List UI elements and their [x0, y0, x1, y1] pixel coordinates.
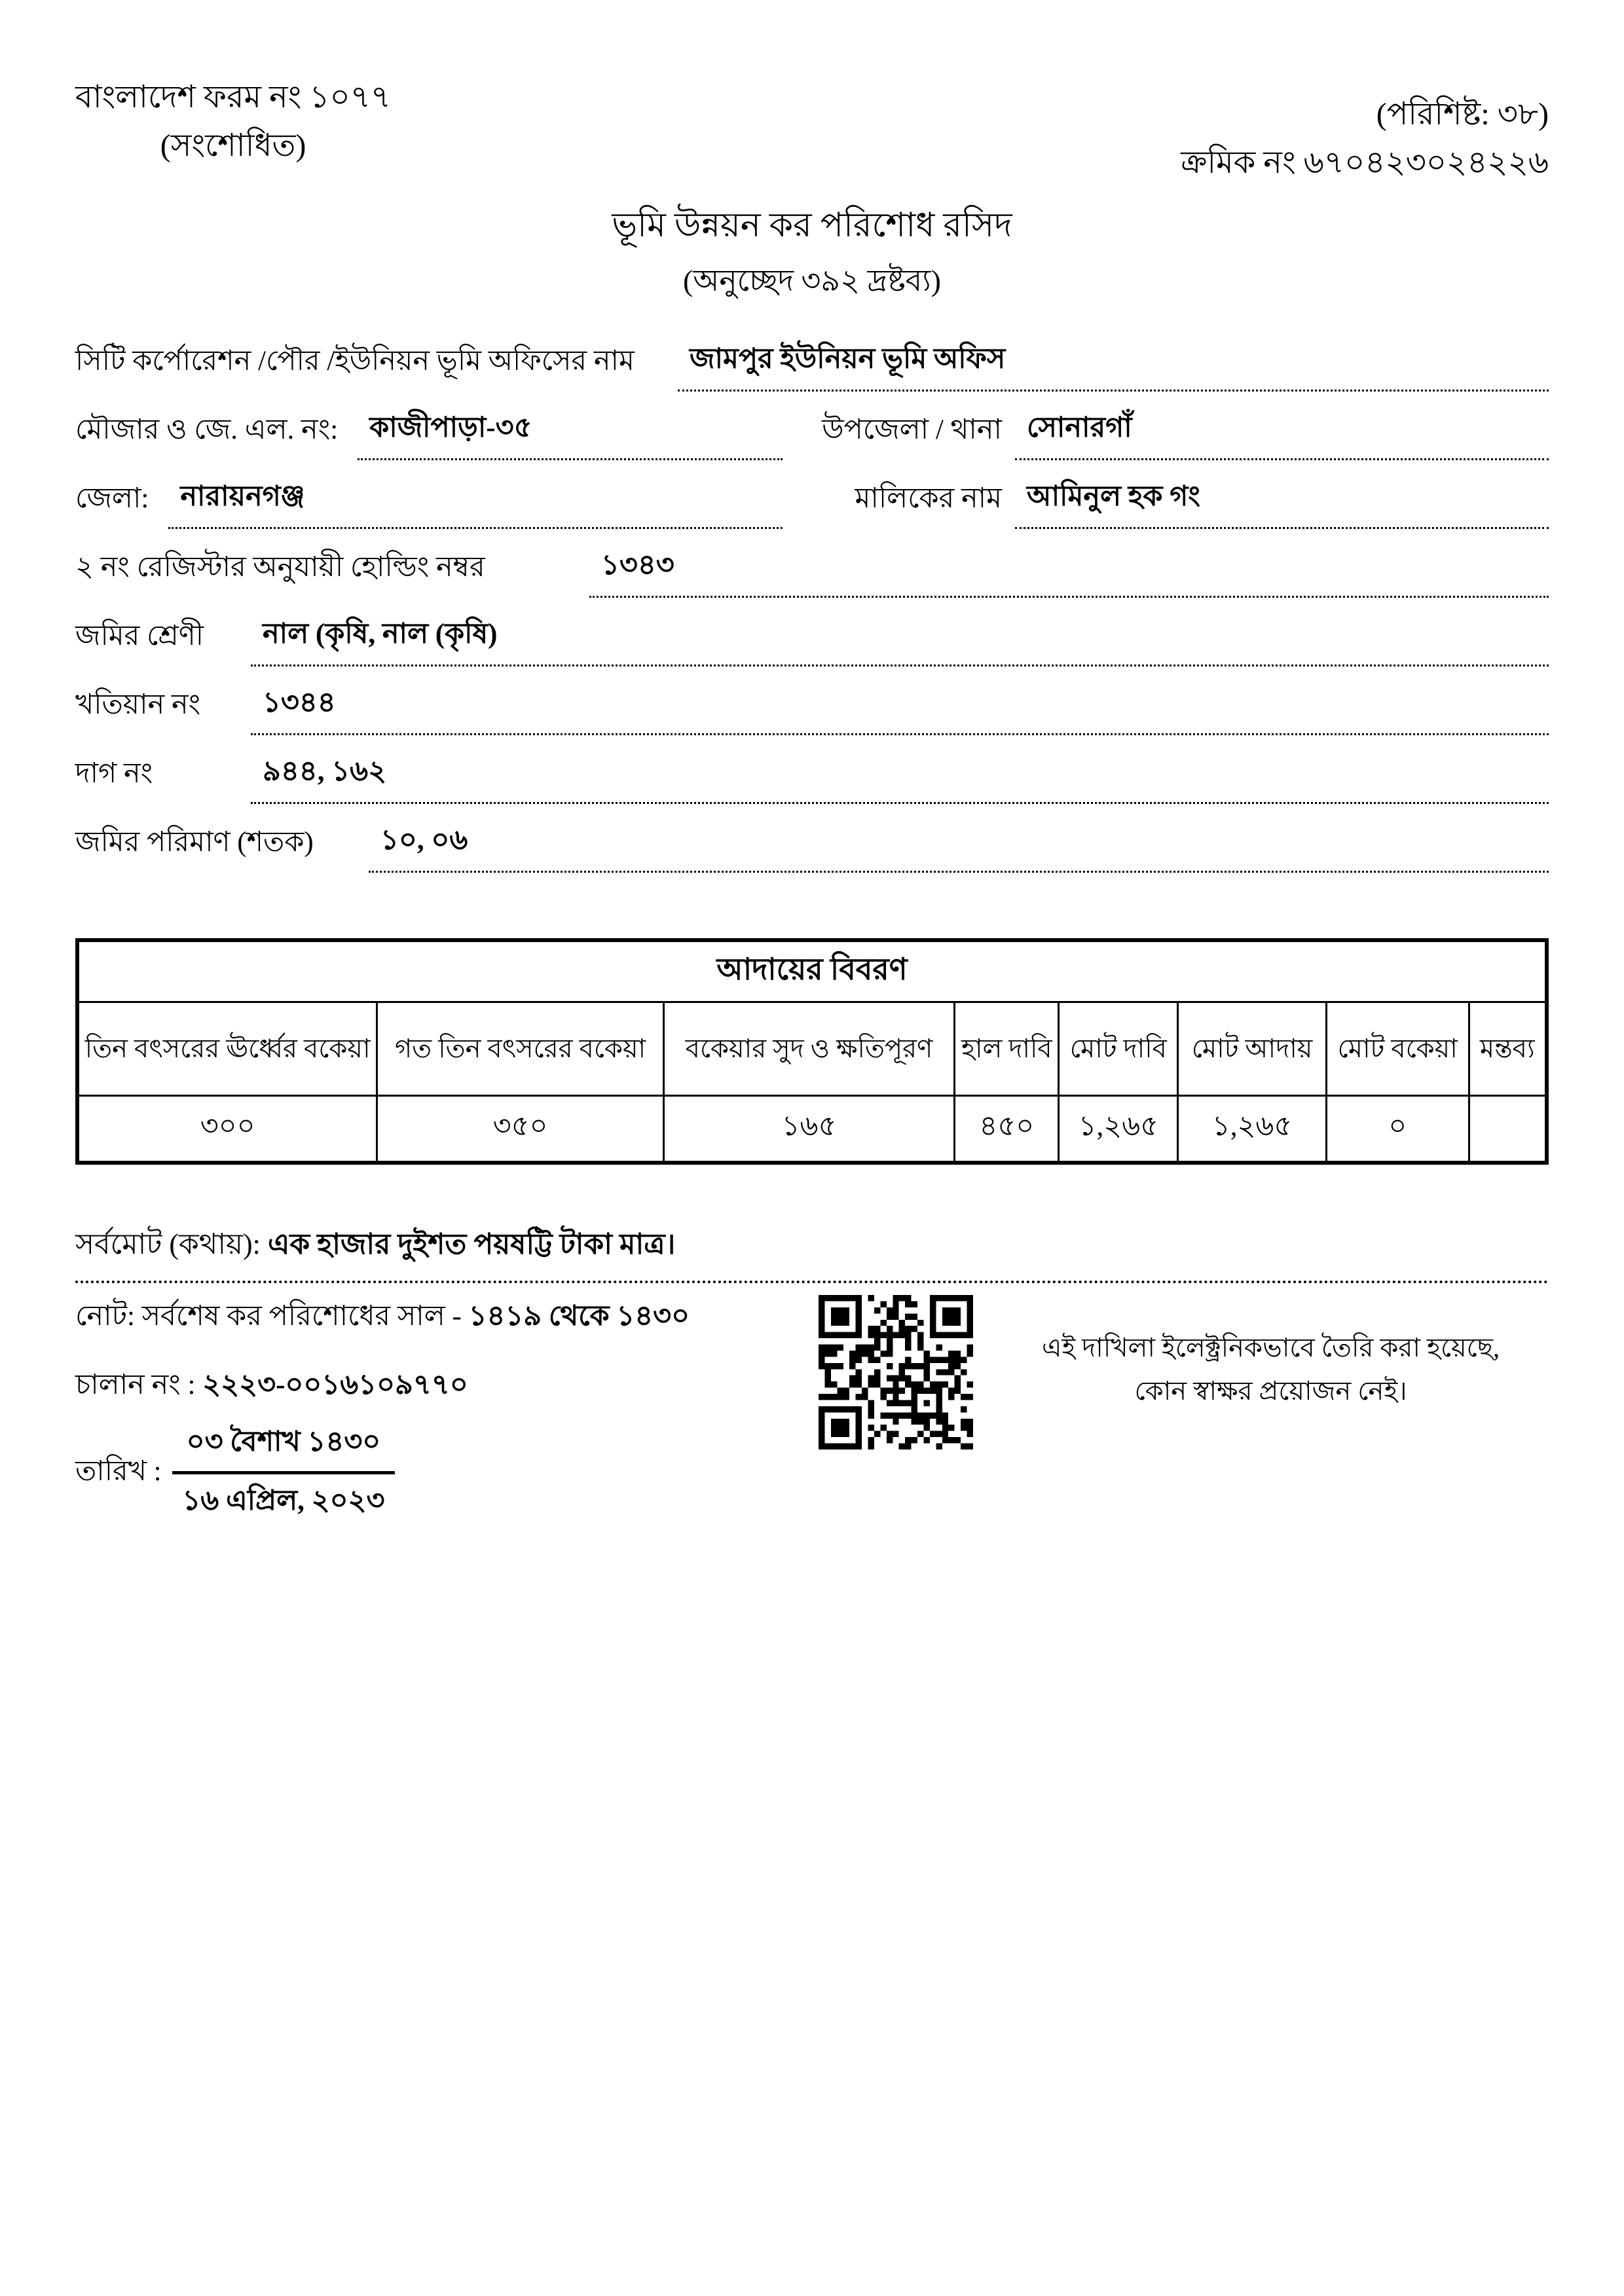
khatian-value: ১৩৪৪ — [251, 682, 1549, 735]
owner-value: আমিনুল হক গং — [1015, 475, 1549, 529]
last-paid-year-value: ১৪১৯ থেকে ১৪৩০ — [468, 1300, 690, 1332]
area-value: ১০, ০৬ — [369, 819, 1549, 873]
table-title: আদায়ের বিবরণ — [77, 940, 1547, 1002]
form-amended: (সংশোধিত) — [160, 128, 306, 164]
cell-interest-compensation: ১৬৫ — [663, 1095, 954, 1163]
table-header-row — [77, 1002, 1547, 1095]
holding-value: ১৩৪৩ — [589, 544, 1549, 598]
upazila-label: উপজেলা / থানা — [822, 414, 1002, 445]
total-in-words-value: এক হাজার দুইশত পয়ষট্টি টাকা মাত্র। — [267, 1228, 676, 1260]
form-number-block — [75, 73, 391, 171]
upazila-value: সোনারগাঁ — [1015, 407, 1549, 460]
field-row-district-owner — [75, 475, 1549, 529]
total-in-words-line — [75, 1222, 1549, 1283]
field-row-mouza-upazila — [75, 407, 1549, 460]
dag-value: ৯৪৪, ১৬২ — [251, 750, 1549, 804]
office-label: সিটি কর্পোরেশন /পৌর /ইউনিয়ন ভূমি অফিসের নাম — [75, 345, 635, 376]
qr-code — [819, 1295, 973, 1449]
total-in-words-label: সর্বমোট (কথায়): — [75, 1228, 261, 1260]
col-header-arrears-last-3y: গত তিন বৎসরের বকেয়া — [377, 1002, 664, 1095]
field-row-holding — [75, 544, 1549, 598]
electronic-note-line1: এই দাখিলা ইলেক্ট্রনিকভাবে তৈরি করা হয়েছে, — [1042, 1332, 1500, 1362]
last-paid-year-label: নোট: সর্বশেষ কর পরিশোধের সাল - — [75, 1300, 462, 1332]
cell-remarks — [1469, 1095, 1547, 1163]
field-row-area — [75, 819, 1549, 873]
cell-total-collected: ১,২৬৫ — [1178, 1095, 1327, 1163]
table-data-row — [77, 1095, 1547, 1163]
col-header-current-demand: হাল দাবি — [955, 1002, 1059, 1095]
field-row-office — [75, 338, 1549, 392]
serial-number: ক্রমিক নং ৬৭০৪২৩০২৪২২৬ — [1181, 145, 1549, 181]
page-header — [75, 73, 1549, 188]
field-row-khatian — [75, 682, 1549, 735]
cell-total-arrears: ০ — [1326, 1095, 1469, 1163]
dag-label: দাগ নং — [75, 757, 153, 789]
date-label: তারিখ : — [75, 1455, 162, 1487]
date-gregorian: ১৬ এপ্রিল, ২০২৩ — [182, 1485, 385, 1516]
footer-section — [75, 1295, 1549, 1526]
field-row-dag — [75, 750, 1549, 804]
khatian-label: খতিয়ান নং — [75, 689, 201, 720]
receipt-subtitle: (অনুচ্ছেদ ৩৯২ দ্রষ্টব্য) — [683, 263, 941, 297]
cell-arrears-last-3y: ৩৫০ — [377, 1095, 664, 1163]
cell-total-demand: ১,২৬৫ — [1059, 1095, 1178, 1163]
receipt-title: ভূমি উন্নয়ন কর পরিশোধ রসিদ — [612, 206, 1012, 244]
col-header-interest-compensation: বকেয়ার সুদ ও ক্ষতিপূরণ — [663, 1002, 954, 1095]
holding-label: ২ নং রেজিস্টার অনুযায়ী হোল্ডিং নম্বর — [75, 551, 485, 583]
mouza-value: কাজীপাড়া-৩৫ — [358, 407, 783, 460]
cell-arrears-over-3y: ৩০০ — [77, 1095, 377, 1163]
challan-label: চালান নং : — [75, 1369, 196, 1400]
field-row-land-class — [75, 613, 1549, 666]
electronic-note — [973, 1295, 1549, 1413]
challan-line — [75, 1364, 819, 1410]
col-header-total-arrears: মোট বকেয়া — [1326, 1002, 1469, 1095]
land-class-label: জমির শ্রেণী — [75, 620, 204, 651]
last-paid-year-line — [75, 1295, 819, 1341]
col-header-total-demand: মোট দাবি — [1059, 1002, 1178, 1095]
date-values — [172, 1421, 396, 1526]
col-header-remarks: মন্তব্য — [1469, 1002, 1547, 1095]
area-label: জমির পরিমাণ (শতক) — [75, 826, 314, 858]
col-header-total-collected: মোট আদায় — [1178, 1002, 1327, 1095]
electronic-note-line2: কোন স্বাক্ষর প্রয়োজন নেই। — [1134, 1376, 1407, 1406]
mouza-label: মৌজার ও জে. এল. নং: — [75, 414, 339, 445]
col-header-arrears-over-3y: তিন বৎসরের ঊর্ধ্বের বকেয়া — [77, 1002, 377, 1095]
appendix-number: (পরিশিষ্ট: ৩৮) — [1376, 97, 1549, 132]
serial-block — [1181, 73, 1549, 188]
table-title-row — [77, 940, 1547, 1002]
land-class-value: নাল (কৃষি, নাল (কৃষি) — [251, 613, 1549, 666]
challan-value: ২২২৩-০০১৬১০৯৭৭০ — [202, 1369, 468, 1400]
district-label: জেলা: — [75, 483, 149, 514]
cell-current-demand: ৪৫০ — [955, 1095, 1059, 1163]
field-section — [75, 338, 1549, 873]
office-value: জামপুর ইউনিয়ন ভূমি অফিস — [678, 338, 1549, 392]
date-line — [75, 1421, 819, 1526]
form-number: বাংলাদেশ ফরম নং ১০৭৭ — [75, 80, 392, 115]
footer-left-column — [75, 1295, 819, 1526]
owner-label: মালিকের নাম — [855, 483, 1002, 514]
date-bangla: ০৩ বৈশাখ ১৪৩০ — [172, 1421, 396, 1474]
collection-table — [75, 938, 1549, 1165]
district-value: নারায়নগঞ্জ — [168, 475, 783, 529]
